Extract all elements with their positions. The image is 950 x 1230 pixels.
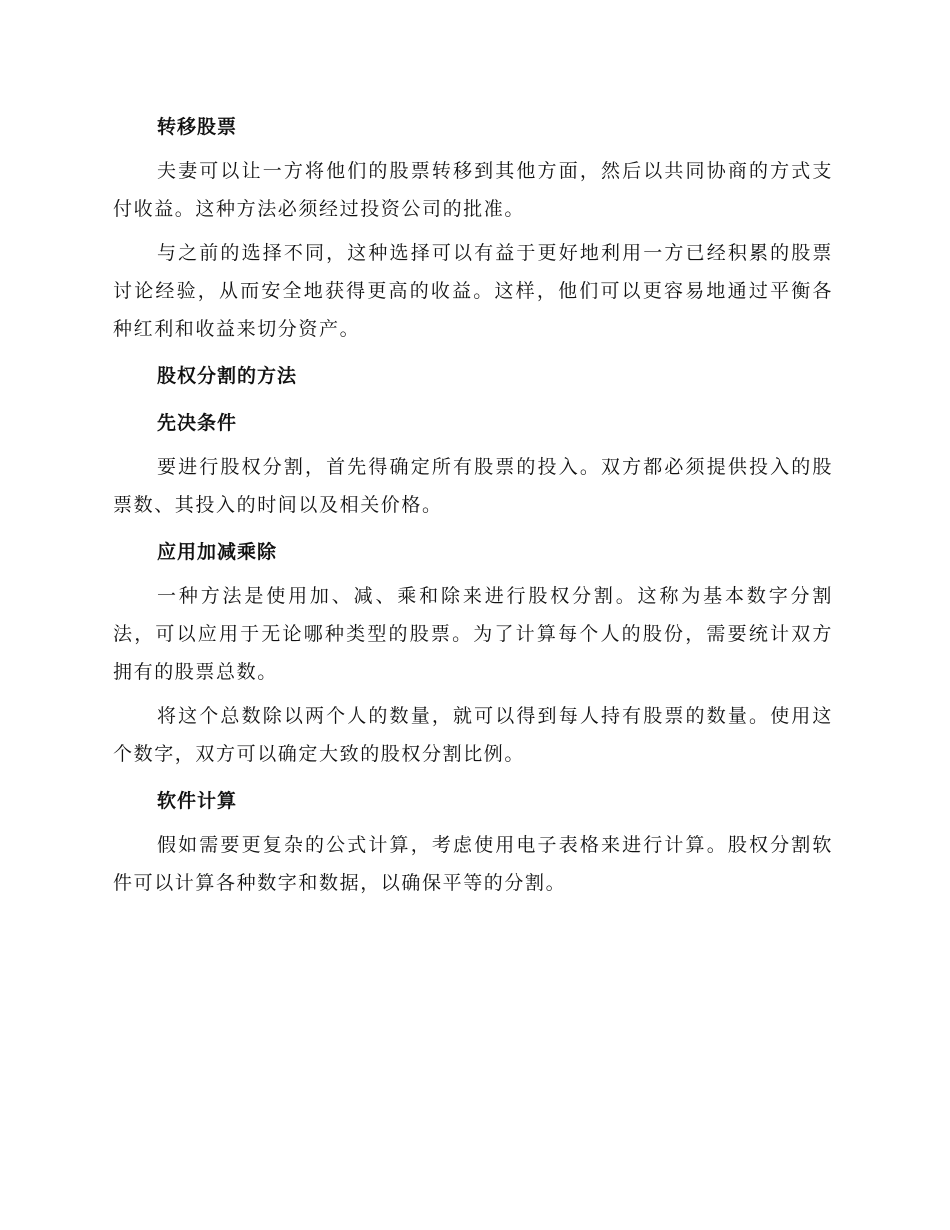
paragraph-arithmetic-2: 将这个总数除以两个人的数量，就可以得到每人持有股票的数量。使用这个数字，双方可以确定大致的股权分割比例。 <box>113 705 833 765</box>
section-heading-software: 软件计算 <box>157 790 238 812</box>
section-heading-equity-split-methods: 股权分割的方法 <box>157 365 298 387</box>
document-body <box>113 108 833 902</box>
section-heading-transfer-stocks: 转移股票 <box>157 116 238 138</box>
section-heading-arithmetic: 应用加减乘除 <box>157 541 278 563</box>
paragraph-software: 假如需要更复杂的公式计算，考虑使用电子表格来进行计算。股权分割软件可以计算各种数字和数据，以确保平等的分割。 <box>113 834 833 894</box>
paragraph-transfer-2: 与之前的选择不同，这种选择可以有益于更好地利用一方已经积累的股票讨论经验，从而安全地获得更高的收益。这样，他们可以更容易地通过平衡各种红利和收益来切分资产。 <box>113 242 833 340</box>
section-heading-prerequisites: 先决条件 <box>157 412 238 434</box>
paragraph-prerequisites: 要进行股权分割，首先得确定所有股票的投入。双方都必须提供投入的股票数、其投入的时间以及相关价格。 <box>113 456 833 516</box>
paragraph-arithmetic-1: 一种方法是使用加、减、乘和除来进行股权分割。这称为基本数字分割法，可以应用于无论哪种类型的股票。为了计算每个人的股份，需要统计双方拥有的股票总数。 <box>113 585 833 683</box>
paragraph-transfer-1: 夫妻可以让一方将他们的股票转移到其他方面，然后以共同协商的方式支付收益。这种方法必须经过投资公司的批准。 <box>113 160 833 220</box>
